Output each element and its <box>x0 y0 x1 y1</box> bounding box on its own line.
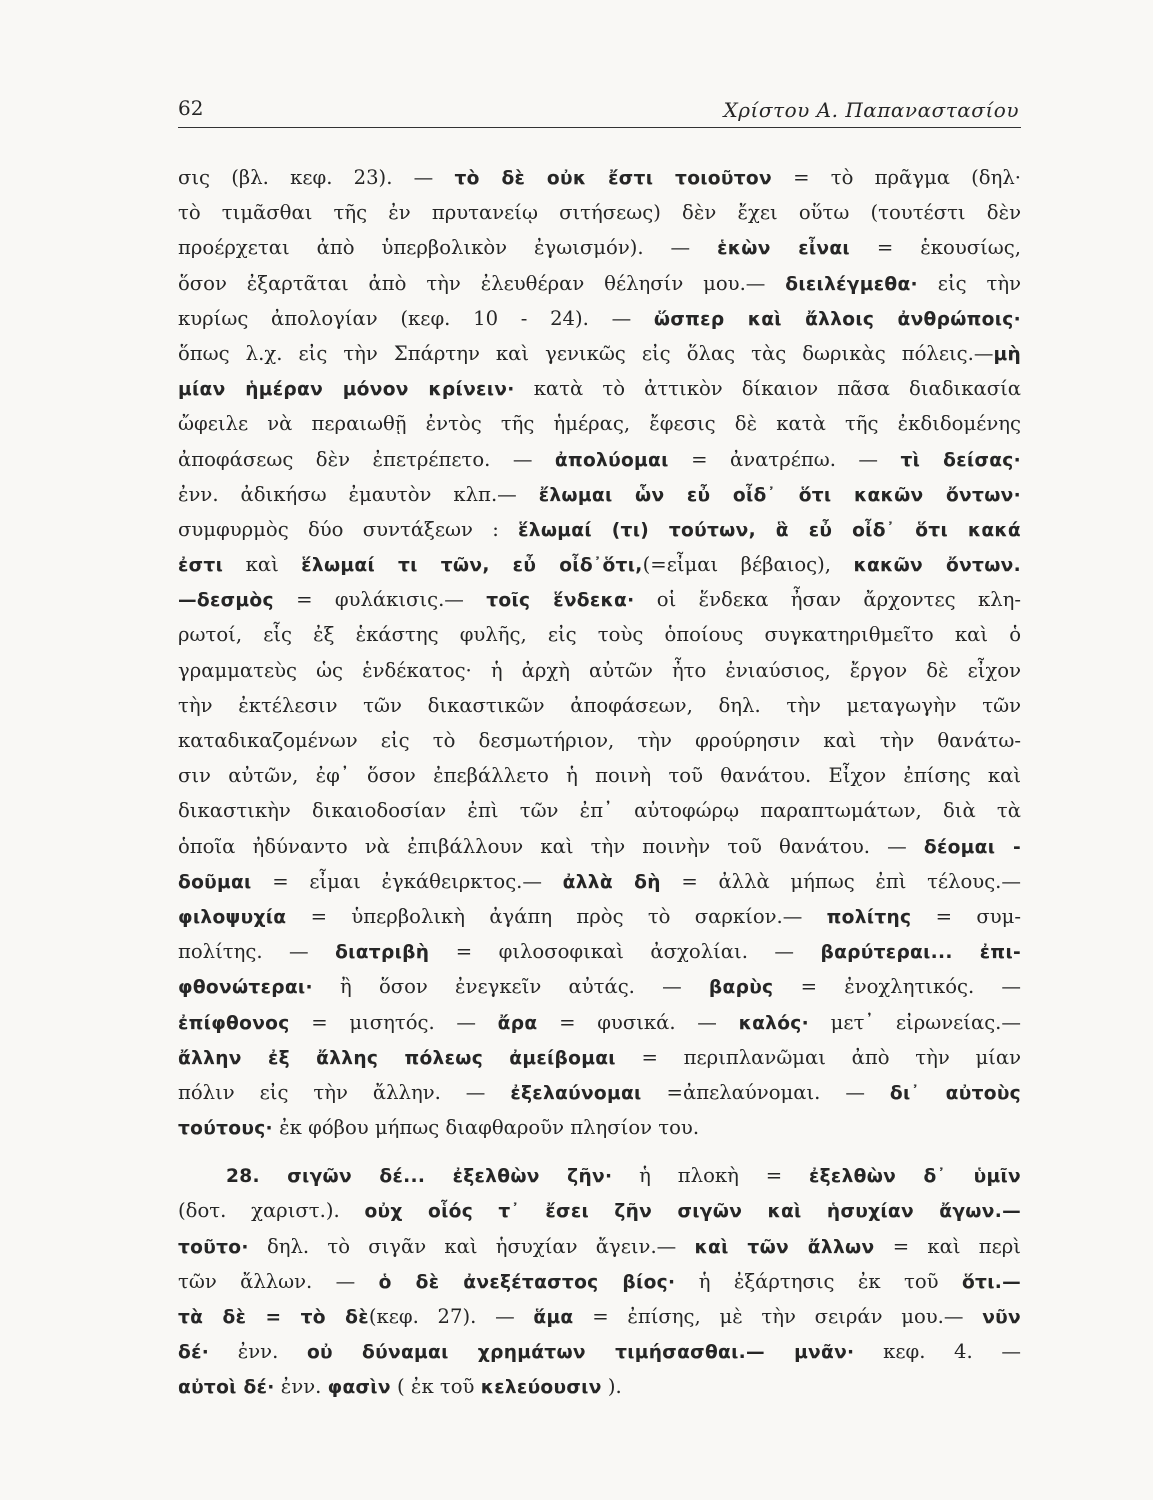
lemma-term: φιλοψυχία <box>178 906 287 928</box>
lemma-term: ἕλωμαί (τι) τούτων, ἃ εὖ οἶδ᾽ ὅτι κακά <box>518 519 1021 541</box>
gloss-text: πολίτης. — <box>178 940 336 964</box>
gloss-text: τὴν ἐκτέλεσιν τῶν δικαστικῶν ἀποφάσεων, δηλ. τὴν μεταγωγὴν τῶν <box>178 693 1021 717</box>
lemma-term: ἐστι <box>178 555 224 577</box>
gloss-text: = μισητός. — <box>289 1010 498 1034</box>
lemma-term: δέομαι - <box>923 836 1021 858</box>
text-line <box>178 1005 1021 1040</box>
gloss-text: ἀποφάσεως δὲν ἐπετρέπετο. — <box>178 447 555 471</box>
text-line <box>178 1334 1021 1369</box>
lemma-term: φθονώτεραι· <box>178 977 313 999</box>
lemma-term: ἐξελθὼν δ᾽ ὑμῖν <box>809 1166 1021 1188</box>
gloss-text: ἡ πλοκὴ = <box>612 1164 809 1188</box>
text-line <box>178 969 1021 1004</box>
gloss-text: ( ἐκ τοῦ <box>390 1375 481 1399</box>
text-line <box>178 371 1021 406</box>
text-line <box>178 1110 1021 1145</box>
text-line <box>178 1075 1021 1110</box>
paragraph-gap <box>178 1145 1021 1158</box>
gloss-text: καταδικαζομένων εἰς τὸ δεσμωτήριον, τὴν φρούρησιν καὶ τὴν θανάτω- <box>178 729 1021 752</box>
text-line <box>178 793 1021 828</box>
lemma-term: βαρύτεραι... ἐπι- <box>820 942 1021 964</box>
lemma-term: τὶ δείσας· <box>900 449 1021 471</box>
text-line <box>178 864 1021 899</box>
lemma-term: διειλέγμεθα· <box>785 273 918 295</box>
gloss-text: ἐνν. <box>209 1340 307 1364</box>
gloss-text: = καὶ περὶ <box>874 1234 1021 1258</box>
lemma-term: ἀπολύομαι <box>554 449 669 471</box>
gloss-text: = φιλοσοφικαὶ ἀσχολίαι. — <box>429 940 821 964</box>
gloss-text: ἐκ φόβου μήπως διαφθαροῦν πλησίον του. <box>272 1116 700 1140</box>
lemma-term: κακῶν ὄντων. <box>853 555 1021 577</box>
lemma-term: οὐχ οἷός τ᾽ ἔσει ζῆν σιγῶν καὶ ἡσυχίαν ἄγων.— <box>364 1201 1021 1223</box>
header-rule <box>178 127 1021 128</box>
lemma-term: μὴ <box>993 343 1021 365</box>
lemma-term: οὐ δύναμαι χρημάτων τιμήσασθαι.— μνᾶν· <box>306 1342 855 1364</box>
gloss-text: συμφυρμὸς δύο συντάξεων : <box>178 517 519 541</box>
text-line <box>178 1193 1021 1228</box>
text-line <box>178 512 1021 547</box>
gloss-text: = ἀλλὰ μήπως ἐπὶ τέλους.— <box>660 869 1021 893</box>
text-line <box>178 1040 1021 1075</box>
gloss-text: = περιπλανῶμαι ἀπὸ τὴν μίαν <box>615 1045 1021 1069</box>
gloss-text: γραμματεὺς ὡς ἑνδέκατος· ἡ ἀρχὴ αὐτῶν ἦτο ἐνιαύσιος, ἔργον δὲ εἶχον <box>178 658 1021 682</box>
text-line <box>178 758 1021 793</box>
lemma-term: ἔλωμαι ὧν εὖ οἶδ᾽ ὅτι κακῶν ὄντων· <box>538 484 1021 506</box>
lemma-term: δοῦμαι <box>178 871 252 893</box>
gloss-text: κυρίως ἀπολογίαν (κεφ. 10 - 24). — <box>178 306 654 330</box>
lemma-term: δέ· <box>178 1342 210 1364</box>
gloss-text: ἢ ὅσον ἐνεγκεῖν αὐτάς. — <box>312 975 709 999</box>
gloss-text: κεφ. 4. — <box>854 1340 1021 1364</box>
gloss-text: οἱ ἕνδεκα ἦσαν ἄρχοντες κλη- <box>634 588 1021 612</box>
lemma-term: διατριβὴ <box>335 942 430 964</box>
gloss-text: = ἐπίσης, μὲ τὴν σειράν μου.— <box>573 1305 983 1328</box>
page-number: 62 <box>178 96 204 120</box>
running-head: Χρίστου Α. Παπαναστασίου <box>723 98 1019 122</box>
gloss-text: = συμ- <box>911 904 1021 928</box>
text-line <box>178 653 1021 688</box>
gloss-text: δικαστικὴν δικαιοδοσίαν ἐπὶ τῶν ἐπ᾽ αὐτοφώρῳ παραπτωμάτων, διὰ τὰ <box>178 799 1021 823</box>
gloss-text: κατὰ τὸ ἀττικὸν δίκαιον πᾶσα διαδικασία <box>514 377 1021 401</box>
gloss-text: ἡ ἐξάρτησις ἐκ τοῦ <box>675 1269 962 1293</box>
lemma-term: βαρὺς <box>708 977 774 999</box>
gloss-text: προέρχεται ἀπὸ ὑπερβολικὸν ἐγωισμόν). — <box>178 236 718 260</box>
gloss-text: ἐνν. <box>274 1375 328 1399</box>
text-line <box>178 688 1021 723</box>
gloss-text: = εἶμαι ἐγκάθειρκτος.— <box>251 869 563 893</box>
text-line <box>178 829 1021 864</box>
text-line <box>178 934 1021 969</box>
lemma-term: ἅμα <box>533 1307 574 1328</box>
gloss-text: δηλ. τὸ σιγᾶν καὶ ἡσυχίαν ἄγειν.— <box>248 1234 695 1258</box>
gloss-text: εἰς τὴν <box>917 271 1021 295</box>
lemma-term: ἀλλὰ δὴ <box>562 871 661 893</box>
text-line <box>178 1369 1021 1404</box>
text-line <box>178 1299 1021 1334</box>
gloss-text: ἐνν. ἀδικήσω ἐμαυτὸν κλπ.— <box>178 482 539 506</box>
lemma-term: τοῦτο· <box>178 1236 249 1258</box>
gloss-text: μετ᾽ εἰρωνείας.— <box>809 1010 1021 1034</box>
gloss-text: = ὑπερβολικὴ ἀγάπη πρὸς τὸ σαρκίον.— <box>286 904 827 928</box>
lemma-term: τὰ δὲ = τὸ δὲ <box>178 1307 369 1328</box>
text-line <box>178 1229 1021 1264</box>
gloss-text: = φυσικά. — <box>537 1010 739 1034</box>
text-line <box>178 160 1021 195</box>
text-line <box>178 230 1021 265</box>
gloss-text: = φυλάκισις.— <box>273 588 487 612</box>
lemma-term: πολίτης <box>826 906 912 928</box>
lemma-term: ἐξελαύνομαι <box>510 1082 642 1104</box>
gloss-text: σις (βλ. κεφ. 23). — <box>178 166 455 189</box>
gloss-text: (κεφ. 27). — <box>368 1305 534 1328</box>
gloss-text: =ἀπελαύνομαι. — <box>641 1080 890 1104</box>
gloss-text: ὅπως λ.χ. εἰς τὴν Σπάρτην καὶ γενικῶς εἰς ὅλας τὰς δωρικὰς πόλεις.— <box>178 341 994 365</box>
gloss-text: καὶ <box>223 553 302 577</box>
lemma-term: 28. σιγῶν δέ... ἐξελθὼν ζῆν· <box>226 1166 613 1188</box>
gloss-text: (=εἶμαι βέβαιος), <box>642 553 854 577</box>
gloss-text: τῶν ἄλλων. — <box>178 1269 379 1293</box>
gloss-text: = τὸ πρᾶγμα (δηλ· <box>771 166 1021 189</box>
text-line <box>178 406 1021 441</box>
gloss-text: ρωτοί, εἷς ἐξ ἑκάστης φυλῆς, εἰς τοὺς ὁποίους συγκατηριθμεῖτο καὶ ὁ <box>178 623 1021 647</box>
text-line <box>178 1264 1021 1299</box>
lemma-term: ὥσπερ καὶ ἄλλοις ἀνθρώποις· <box>653 308 1021 330</box>
gloss-text: ὤφειλε νὰ περαιωθῇ ἐντὸς τῆς ἡμέρας, ἔφεσις δὲ κατὰ τῆς ἐκδιδομένης <box>178 412 1021 436</box>
gloss-text: = ἑκουσίως, <box>849 236 1021 260</box>
gloss-text: (δοτ. χαριστ.). <box>178 1199 365 1223</box>
gloss-text: σιν αὐτῶν, ἐφ᾽ ὅσον ἐπεβάλλετο ἡ ποινὴ τοῦ θανάτου. Εἶχον ἐπίσης καὶ <box>178 764 1021 788</box>
text-line <box>178 547 1021 582</box>
gloss-text: τὸ τιμᾶσθαι τῆς ἐν πρυτανείῳ σιτήσεως) δὲν ἔχει οὕτω (τουτέστι δὲν <box>178 201 1021 225</box>
text-line <box>178 336 1021 371</box>
lemma-term: τούτους· <box>178 1118 273 1140</box>
lemma-term: φασὶν <box>327 1377 391 1399</box>
lemma-term: νῦν <box>982 1307 1021 1328</box>
text-line <box>178 1158 1021 1193</box>
gloss-text: = ἀνατρέπω. — <box>668 447 901 471</box>
lemma-term: ἑκὼν εἶναι <box>717 238 850 260</box>
text-line <box>178 266 1021 301</box>
gloss-text: ὅσον ἐξαρτᾶται ἀπὸ τὴν ἐλευθέραν θέλησίν μου.— <box>178 271 786 295</box>
lemma-term: ἕλωμαί τι τῶν, εὖ οἶδ᾽ὅτι, <box>301 555 643 577</box>
lemma-term: —δεσμὸς <box>178 590 274 612</box>
lemma-term: καὶ τῶν ἄλλων <box>694 1236 875 1258</box>
text-line <box>178 195 1021 230</box>
lemma-term: καλός· <box>738 1012 809 1034</box>
text-line <box>178 301 1021 336</box>
lemma-term: ἐπίφθονος <box>178 1012 290 1034</box>
lemma-term: δι᾽ αὐτοὺς <box>889 1082 1021 1104</box>
gloss-text: = ἐνοχλητικός. — <box>773 975 1021 999</box>
text-line <box>178 899 1021 934</box>
gloss-text: ). <box>601 1375 622 1399</box>
lemma-term: αὐτοὶ δέ· <box>178 1377 275 1399</box>
text-line <box>178 442 1021 477</box>
lemma-term: ὅτι.— <box>961 1271 1021 1293</box>
lemma-term: κελεύουσιν <box>480 1377 602 1399</box>
commentary-text <box>178 160 1021 1405</box>
lemma-term: τοῖς ἕνδεκα· <box>486 590 635 612</box>
lemma-term: τὸ δὲ οὐκ ἔστι τοιοῦτον <box>454 168 772 189</box>
gloss-text: πόλιν εἰς τὴν ἄλλην. — <box>178 1080 511 1104</box>
lemma-term: ἄρα <box>497 1012 538 1034</box>
text-line <box>178 723 1021 758</box>
lemma-term: μίαν ἡμέραν μόνον κρίνειν· <box>178 379 515 401</box>
lemma-term: ἄλλην ἐξ ἄλλης πόλεως ἀμείβομαι <box>178 1047 616 1069</box>
lemma-term: ὁ δὲ ἀνεξέταστος βίος· <box>378 1271 676 1293</box>
text-line <box>178 477 1021 512</box>
text-line <box>178 582 1021 617</box>
text-line <box>178 617 1021 652</box>
gloss-text: ὁποῖα ἠδύναντο νὰ ἐπιβάλλουν καὶ τὴν ποινὴν τοῦ θανάτου. — <box>178 834 924 858</box>
